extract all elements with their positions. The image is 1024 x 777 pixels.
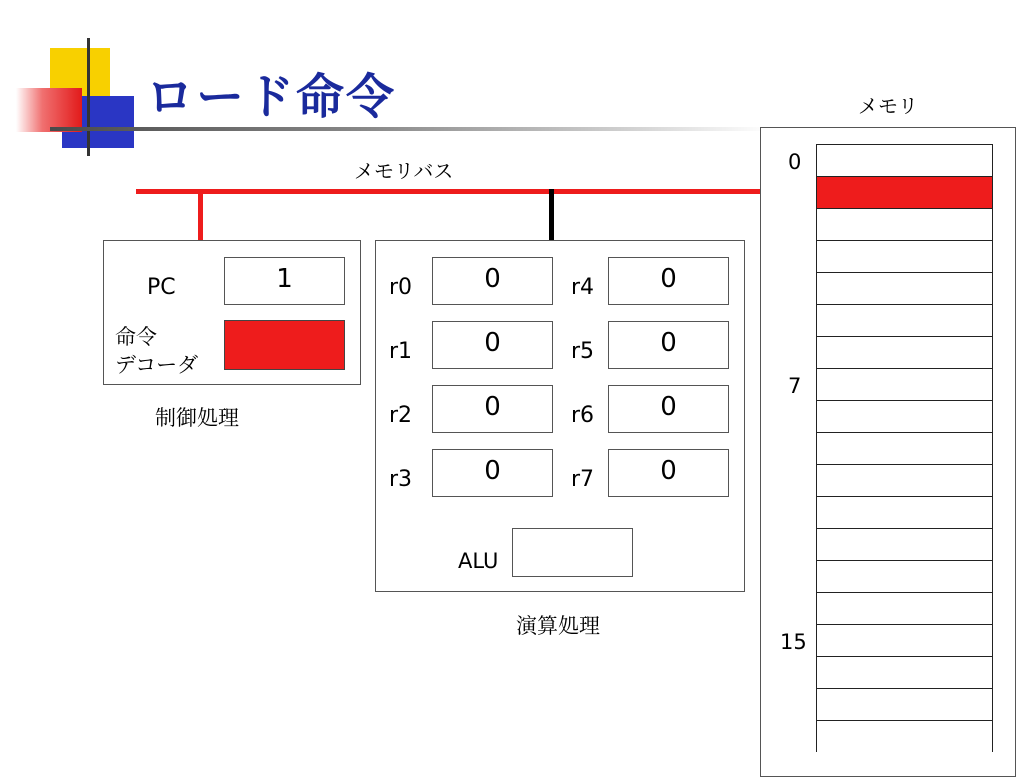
compute-unit-panel [375, 240, 745, 592]
memory-cell [817, 240, 992, 272]
title-divider [50, 127, 770, 131]
instruction-decoder-box [224, 320, 345, 370]
memory-cell [817, 496, 992, 528]
memory-address-label: 15 [780, 630, 807, 654]
memory-cell [817, 272, 992, 304]
memory-cell [817, 304, 992, 336]
bus-connector-control [198, 189, 203, 241]
logo-red-square [16, 88, 82, 132]
pc-label: PC [147, 275, 176, 300]
memory-cell [817, 656, 992, 688]
memory-address-label: 0 [788, 150, 802, 174]
pc-register: 1 [224, 257, 345, 305]
register-r1: 0 [432, 321, 553, 369]
memory-title: メモリ [858, 94, 918, 118]
register-name-r3: r3 [389, 467, 413, 492]
memory-cell [817, 560, 992, 592]
memory-cell [817, 144, 992, 176]
register-r3: 0 [432, 449, 553, 497]
memory-cell [817, 432, 992, 464]
register-name-r2: r2 [389, 403, 413, 428]
memory-bus-line [136, 189, 760, 194]
control-unit-panel [103, 240, 361, 385]
decoder-label-line2: デコーダ [115, 353, 199, 377]
memory-address-label: 7 [788, 374, 802, 398]
memory-cells [816, 144, 993, 752]
bus-label: メモリバス [354, 159, 454, 183]
register-name-r7: r7 [571, 467, 595, 492]
register-name-r6: r6 [571, 403, 595, 428]
decoder-label-line1: 命令 [115, 325, 157, 349]
alu-label: ALU [458, 549, 499, 573]
memory-cell [817, 208, 992, 240]
memory-cell [817, 592, 992, 624]
page-title: ロード命令 [146, 69, 397, 125]
memory-cell [817, 176, 992, 208]
alu-box [512, 528, 633, 577]
register-r2: 0 [432, 385, 553, 433]
register-name-r4: r4 [571, 275, 595, 300]
memory-cell [817, 336, 992, 368]
register-r4: 0 [608, 257, 729, 305]
register-name-r1: r1 [389, 339, 413, 364]
control-caption: 制御処理 [155, 406, 239, 430]
memory-cell [817, 688, 992, 720]
register-r0: 0 [432, 257, 553, 305]
memory-cell [817, 720, 992, 752]
bus-connector-compute [549, 189, 554, 241]
register-r7: 0 [608, 449, 729, 497]
memory-cell [817, 400, 992, 432]
logo-vertical-line [87, 38, 90, 156]
memory-cell [817, 528, 992, 560]
register-name-r0: r0 [389, 275, 413, 300]
compute-caption: 演算処理 [516, 614, 600, 638]
register-r6: 0 [608, 385, 729, 433]
memory-address-labels [760, 144, 815, 752]
register-name-r5: r5 [571, 339, 595, 364]
memory-cell [817, 624, 992, 656]
memory-cell [817, 368, 992, 400]
register-r5: 0 [608, 321, 729, 369]
memory-cell [817, 464, 992, 496]
